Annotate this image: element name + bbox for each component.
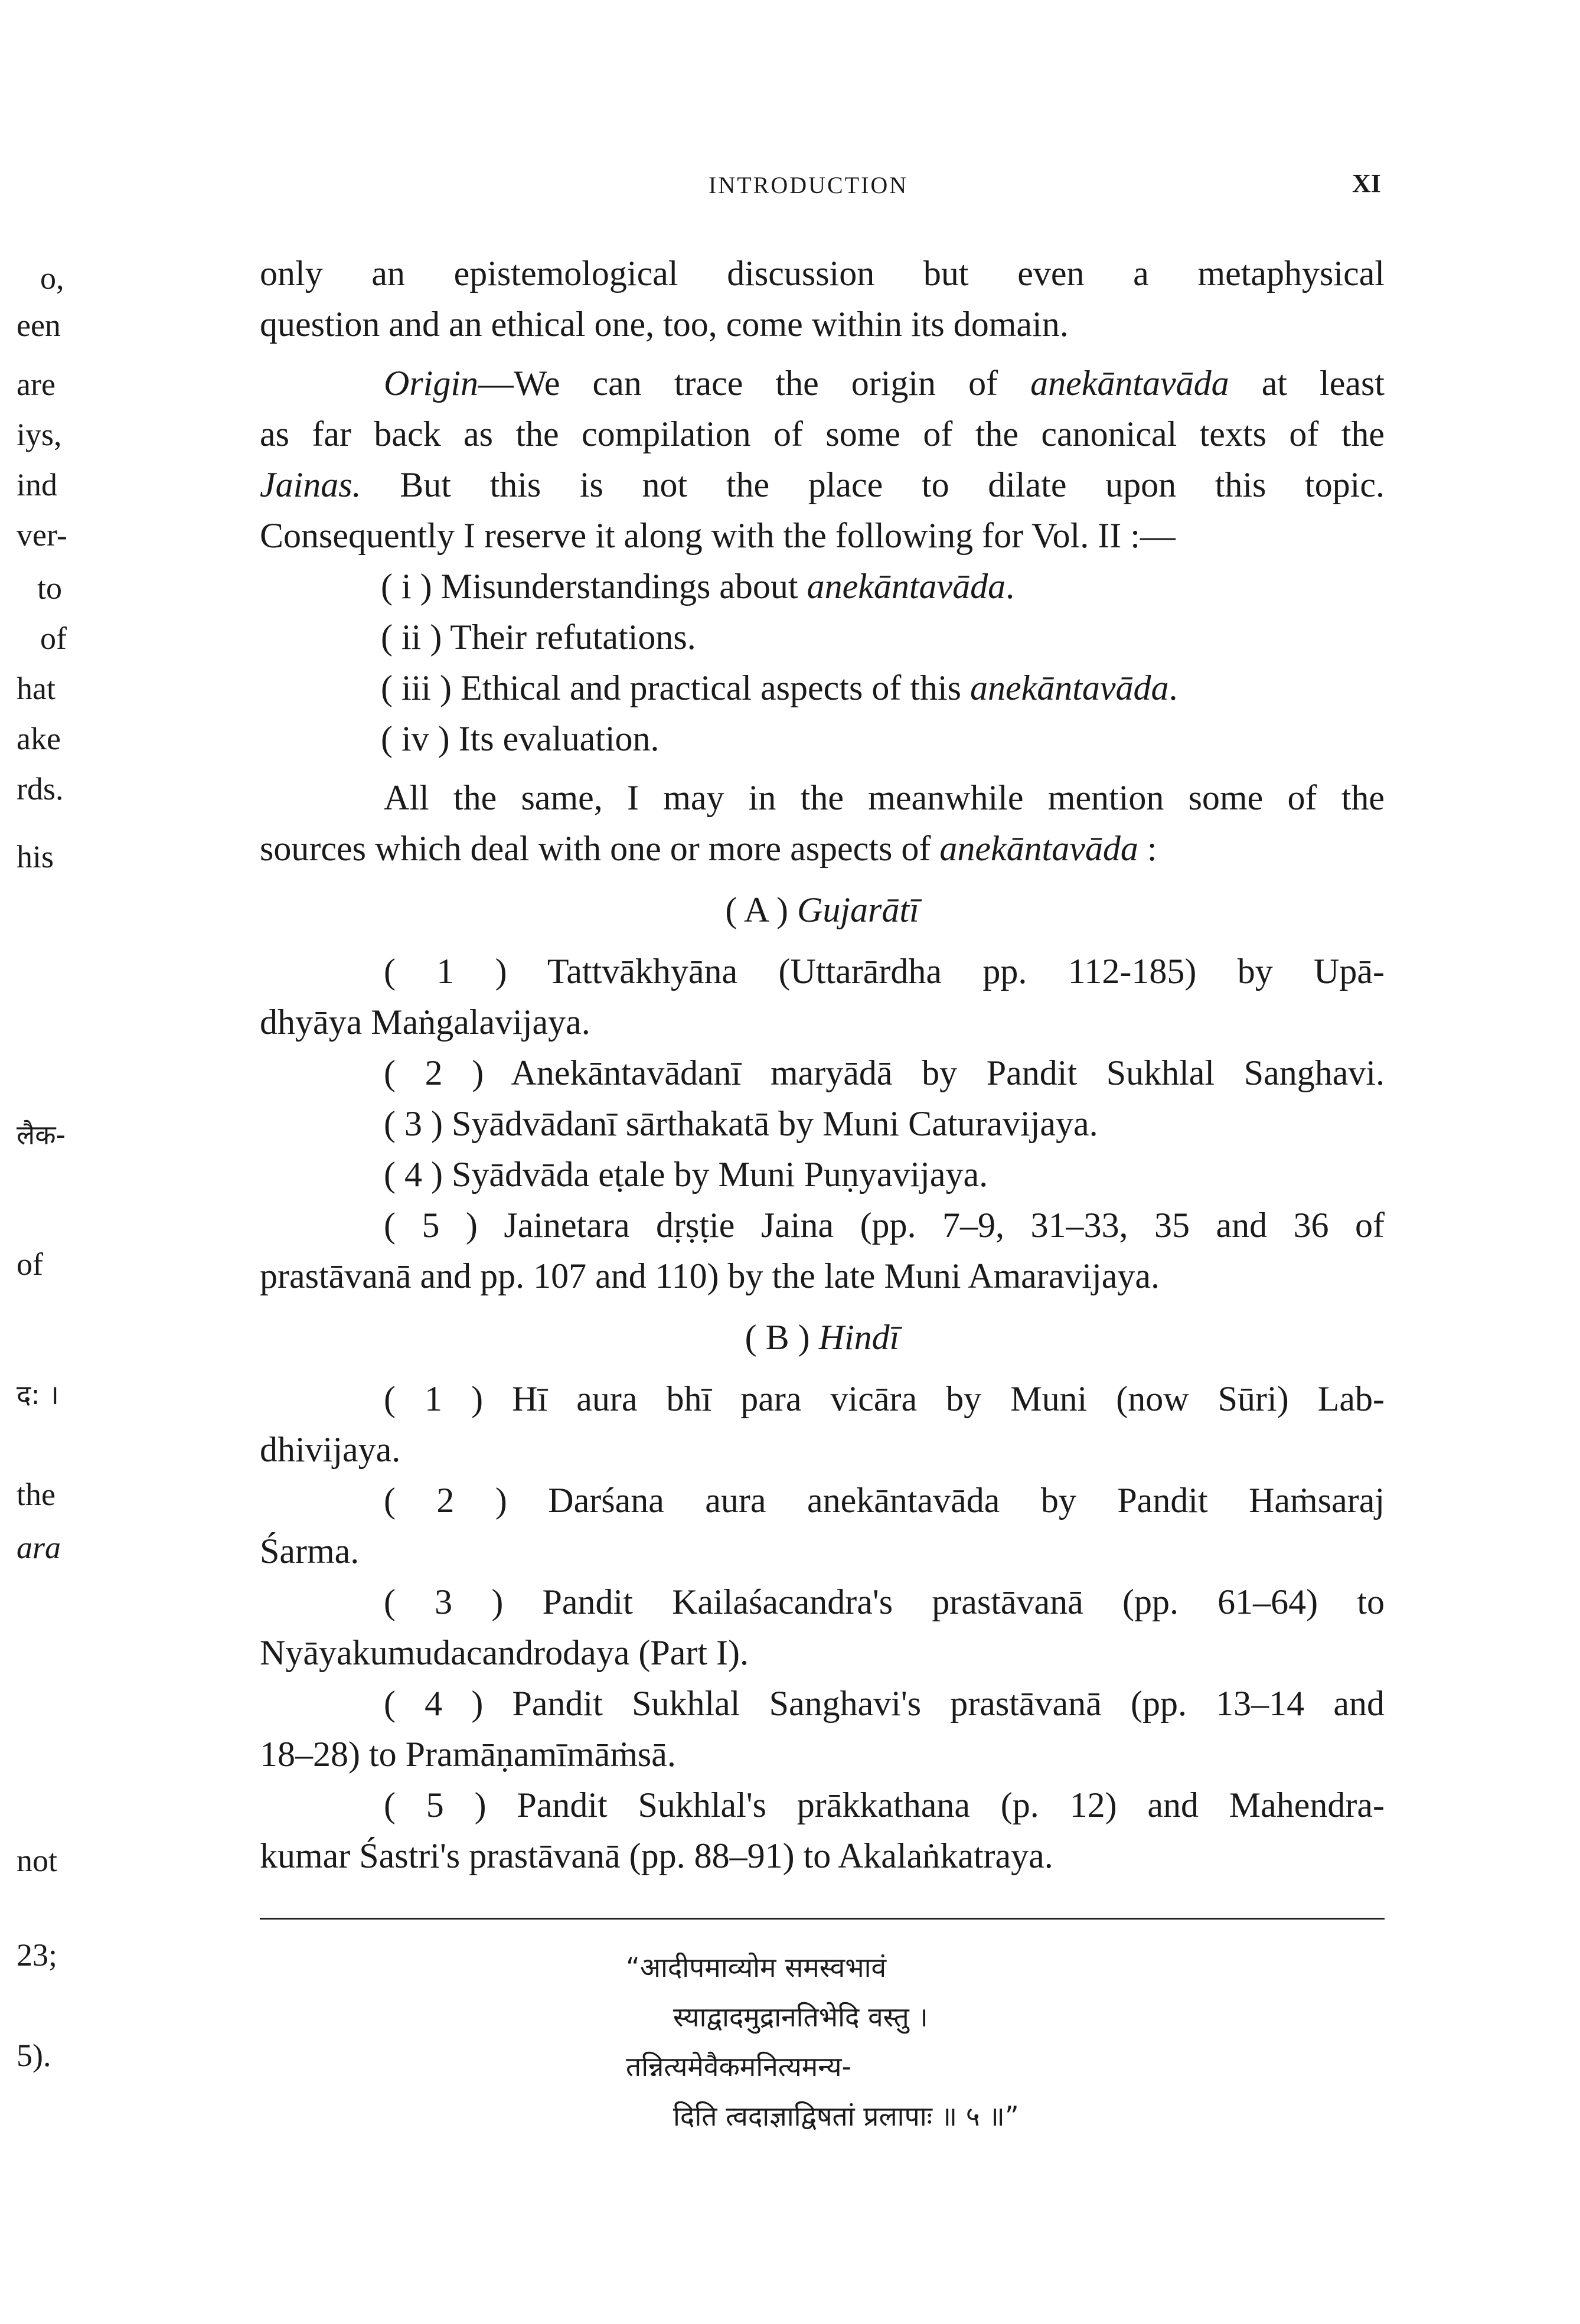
verse-line: स्याद्वादमुद्रानतिभेदि वस्तु । bbox=[673, 2001, 928, 2033]
main-text-column bbox=[260, 248, 1385, 1881]
margin-fragment: 23; bbox=[17, 1937, 58, 1973]
running-header: INTRODUCTION bbox=[709, 172, 909, 198]
list-text: Ethical and practical aspects of this bbox=[460, 668, 970, 707]
list-text: Their refutations. bbox=[450, 618, 696, 657]
verse-line: “आदीपमाव्योम समस्वभावं bbox=[626, 1951, 887, 1983]
source-entry: ( 4 ) Syādvāda eṭale by Muni Puṇyavijaya. bbox=[384, 1155, 988, 1194]
term: anekāntavāda bbox=[807, 567, 1006, 606]
source-entry-cont: dhivijaya. bbox=[260, 1430, 401, 1469]
text-line bbox=[260, 459, 1385, 510]
text-span: : bbox=[1138, 829, 1157, 868]
term: anekāntavāda bbox=[969, 668, 1169, 707]
list-item bbox=[260, 662, 1385, 713]
source-entry-cont: Śarma. bbox=[260, 1532, 360, 1571]
margin-fragment: लैक- bbox=[17, 1119, 66, 1151]
section-label: ( A ) bbox=[725, 890, 788, 929]
text-span: But this is not the place to dilate upon this topic. bbox=[361, 465, 1385, 504]
source-entry-cont: kumar Śastri's prastāvanā (pp. 88–91) to Akalaṅkatraya. bbox=[260, 1836, 1053, 1875]
margin-fragment: of bbox=[40, 621, 67, 656]
source-entry: ( 2 ) Darśana aura anekāntavāda by Pandit Haṁsaraj bbox=[384, 1481, 1385, 1520]
text-span: sources which deal with one or more aspects of bbox=[260, 829, 940, 868]
list-item bbox=[260, 713, 1385, 764]
source-entry-cont: 18–28) to Pramāṇamīmāṁsā. bbox=[260, 1735, 676, 1774]
list-number: ( iii ) bbox=[381, 668, 452, 707]
text-line: question and an ethical one, too, come within its domain. bbox=[260, 305, 1069, 344]
text-line: Consequently I reserve it along with the following for Vol. II :— bbox=[260, 516, 1176, 555]
text-span: —We can trace the origin of bbox=[478, 364, 1031, 403]
margin-fragment: his bbox=[17, 839, 54, 874]
term: anekāntavāda bbox=[939, 829, 1138, 868]
margin-fragment: ake bbox=[17, 721, 61, 756]
margin-fragment: 5). bbox=[17, 2038, 51, 2073]
footnote-sanskrit-verse bbox=[626, 1943, 1216, 2141]
margin-fragment: are bbox=[17, 367, 56, 402]
source-entry: ( 3 ) Syādvādanī sārthakatā by Muni Caturavijaya. bbox=[384, 1104, 1098, 1143]
term: anekāntavāda bbox=[1030, 364, 1229, 403]
list-number: ( ii ) bbox=[381, 618, 442, 657]
source-entry: ( 1 ) Hī aura bhī para vicāra by Muni (now Sūri) Lab- bbox=[384, 1379, 1385, 1418]
margin-fragment: hat bbox=[17, 671, 56, 706]
list-text: Misunderstandings about bbox=[440, 567, 807, 606]
text-line bbox=[260, 823, 1385, 874]
source-entry: ( 3 ) Pandit Kailaśacandra's prastāvanā (pp. 61–64) to bbox=[384, 1582, 1385, 1621]
text-span: at least bbox=[1229, 364, 1385, 403]
section-heading-hindi bbox=[260, 1312, 1385, 1363]
source-entry: ( 5 ) Jainetara dṛṣṭie Jaina (pp. 7–9, 31–33, 35 and 36 of bbox=[384, 1206, 1385, 1245]
list-tail: . bbox=[1006, 567, 1015, 606]
margin-fragment: the bbox=[17, 1477, 56, 1512]
margin-fragment: द: । bbox=[17, 1379, 59, 1411]
list-tail: . bbox=[1168, 668, 1178, 707]
margin-fragment: ara bbox=[17, 1530, 61, 1565]
origin-heading: Origin bbox=[384, 364, 479, 403]
section-name: Hindī bbox=[818, 1318, 900, 1357]
margin-fragment: not bbox=[17, 1843, 58, 1878]
margin-fragment: ind bbox=[17, 467, 58, 502]
source-entry-cont: Nyāyakumudacandrodaya (Part I). bbox=[260, 1633, 749, 1672]
list-item bbox=[260, 561, 1385, 612]
term: Jainas. bbox=[260, 465, 361, 504]
verse-line: तन्नित्यमेवैकमनित्यमन्य- bbox=[626, 2051, 852, 2083]
margin-fragment: o, bbox=[40, 260, 64, 296]
margin-fragment: een bbox=[17, 308, 61, 343]
verse-line: दिति त्वदाज्ञाद्विषतां प्रलापाः ॥ ५ ॥” bbox=[673, 2100, 1019, 2132]
text-line: All the same, I may in the meanwhile mention some of the bbox=[384, 778, 1385, 817]
source-entry: ( 5 ) Pandit Sukhlal's prākkathana (p. 12) and Mahendra- bbox=[384, 1786, 1385, 1824]
source-entry: ( 2 ) Anekāntavādanī maryādā by Pandit Sukhlal Sanghavi. bbox=[384, 1053, 1385, 1092]
section-name: Gujarātī bbox=[796, 890, 919, 929]
list-number: ( iv ) bbox=[381, 719, 450, 758]
section-heading-gujarati bbox=[260, 884, 1385, 935]
section-label: ( B ) bbox=[745, 1318, 810, 1357]
list-item bbox=[260, 612, 1385, 662]
origin-paragraph-line bbox=[260, 358, 1385, 409]
margin-fragment: ver- bbox=[17, 517, 67, 553]
page-number: XI bbox=[1352, 169, 1381, 198]
list-number: ( i ) bbox=[381, 567, 432, 606]
source-entry: ( 1 ) Tattvākhyāna (Uttarārdha pp. 112-185) by Upā- bbox=[384, 952, 1385, 991]
margin-fragment: of bbox=[17, 1246, 43, 1282]
list-text: Its evaluation. bbox=[458, 719, 660, 758]
margin-fragment: iys, bbox=[17, 417, 62, 452]
source-entry-cont: dhyāya Maṅgalavijaya. bbox=[260, 1003, 590, 1042]
margin-fragment: to bbox=[37, 570, 63, 606]
source-entry: ( 4 ) Pandit Sukhlal Sanghavi's prastāvanā (pp. 13–14 and bbox=[384, 1684, 1385, 1723]
source-entry-cont: prastāvanā and pp. 107 and 110) by the late Muni Amaravijaya. bbox=[260, 1256, 1160, 1295]
text-line: as far back as the compilation of some of the canonical texts of the bbox=[260, 414, 1385, 453]
footnote-divider bbox=[260, 1918, 1385, 1920]
text-line: only an epistemological discussion but even a metaphysical bbox=[260, 254, 1385, 293]
margin-fragment: rds. bbox=[17, 771, 64, 807]
